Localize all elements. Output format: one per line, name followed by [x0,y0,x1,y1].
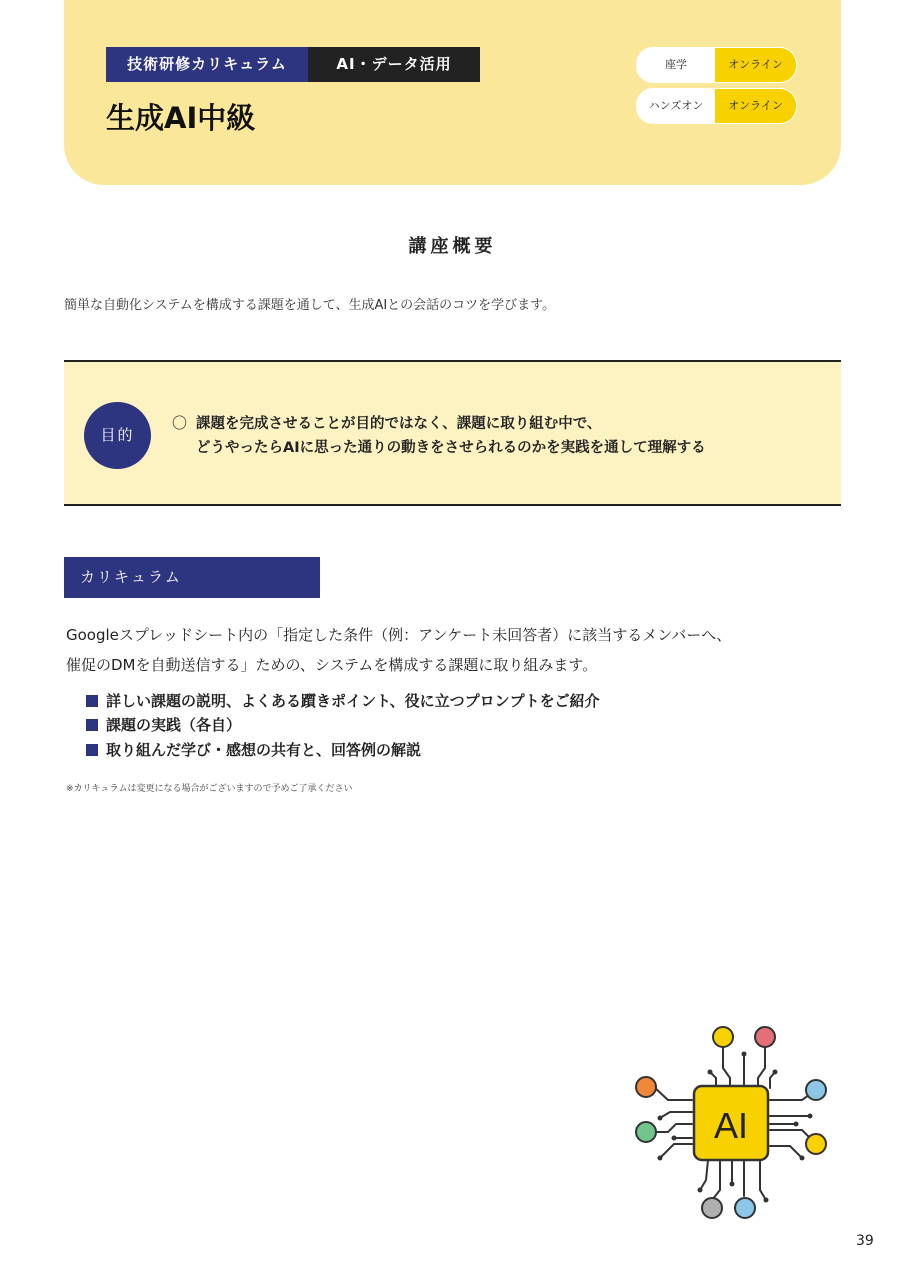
topic-tag: AI・データ活用 [308,47,480,82]
course-title: 生成AI中級 [106,101,256,135]
brain-icon [636,1077,656,1097]
ai-chip-illustration [630,1020,840,1230]
purpose-text-line: 課題を完成させることが目的ではなく、課題に取り組む中で、 [196,416,602,432]
category-tag: 技術研修カリキュラム [106,47,308,82]
purpose-text-line: どうやったらAIに思った通りの動きをさせられるのかを実践を通して理解する [196,440,706,456]
microphone-icon [755,1027,775,1047]
square-bullet-icon [86,695,98,707]
curriculum-intro-line: 催促のDMを自動送信する」ための、システムを構成する課題に取り組みます。 [66,656,598,674]
circle-bullet-icon: 〇 [172,414,188,432]
square-bullet-icon [86,744,98,756]
curriculum-item-text: 課題の実践（各自） [106,716,242,734]
format-value: オンライン [715,89,796,123]
curriculum-intro-line: Googleスプレッドシート内の「指定した条件（例：アンケート未回答者）に該当するメンバーへ、 [66,626,732,644]
page-number: 39 [856,1233,874,1249]
curriculum-note: ※カリキュラムは変更になる場合がございますので予めご了承ください [66,784,353,794]
purpose-box [64,360,841,506]
purpose-badge: 目的 [84,402,151,469]
translate-icon [806,1134,826,1154]
curriculum-item-text: 詳しい課題の説明、よくある躓きポイント、役に立つプロンプトをご紹介 [106,692,600,710]
pencil-icon [702,1198,722,1218]
curriculum-heading: カリキュラム [64,557,320,598]
format-pill-lecture [636,47,797,83]
overview-heading: 講座概要 [408,236,497,257]
curriculum-item [86,714,241,735]
curriculum-item [86,739,421,760]
image-icon [735,1198,755,1218]
format-label: 座学 [665,58,687,71]
curriculum-item [86,690,600,711]
square-bullet-icon [86,719,98,731]
format-value: オンライン [715,48,796,82]
video-icon [636,1122,656,1142]
lightbulb-icon [713,1027,733,1047]
chip-label: AI [713,1105,749,1146]
format-pill-handson [636,88,797,124]
chat-icon [806,1080,826,1100]
format-label: ハンズオン [648,99,704,112]
overview-text: 簡単な自動化システムを構成する課題を通して、生成AIとの会話のコツを学びます。 [64,298,556,313]
curriculum-item-text: 取り組んだ学び・感想の共有と、回答例の解説 [106,741,422,759]
